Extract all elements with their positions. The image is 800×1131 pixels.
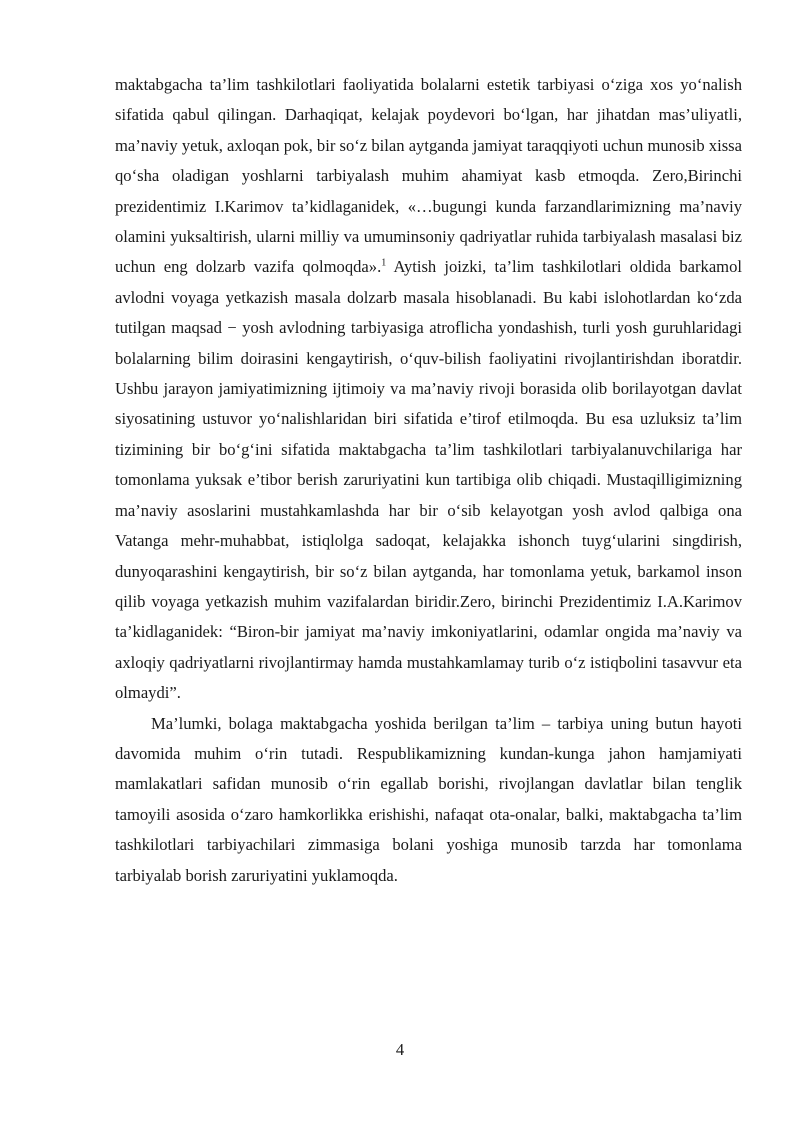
paragraph-1-text-after-footnote: Aytish joizki, ta’lim tashkilotlari oldida barkamol avlodni voyaga yetkazish masala dolzarb masala hisoblanadi. Bu kabi islohotlardan ko‘zda tutilgan maqsad − yosh avlodning tarbiyasiga atroflicha yondashish, turli yosh guruhlaridagi bolalarning bilim doirasini kengaytirish, o‘quv-bilish faoliyatini rivojlantirishdan iboratdir. Ushbu jarayon jamiyatimizning ijtimoiy va ma’naviy rivoji borasida olib borilayotgan davlat siyosatining ustuvor yo‘nalishlaridan biri sifatida e’tirof etilmoqda. Bu esa uzluksiz ta’lim tizimining bir bo‘g‘ini sifatida maktabgacha ta’lim tashkilotlari tarbiyalanuvchilariga har tomonlama yuksak e’tibor berish zaruriyatini kun tartibiga olib chiqadi. Mustaqilligimizning ma’naviy asoslarini mustahkamlashda har bir o‘sib kelayotgan yosh avlod qalbiga ona Vatanga mehr-muhabbat, istiqlolga sadoqat, kelajakka ishonch tuyg‘ularini singdirish, dunyoqarashini kengaytirish, bir so‘z bilan aytganda, har tomonlama yetuk, barkamol inson qilib voyaga yetkazish muhim vazifalardan biridir.Zero, birinchi Prezidentimiz I.A.Karimov ta’kidlaganidek: “Biron-bir jamiyat ma’naviy imkoniyatlarini, odamlar ongida ma’naviy va axloqiy qadriyatlarni rivojlantirmay hamda mustahkamlamay turib o‘z istiqbolini tasavvur eta olmaydi”. [115,257,742,703]
paragraph-2: Ma’lumki, bolaga maktabgacha yoshida berilgan ta’lim – tarbiya uning butun hayoti davomida muhim o‘rin tutadi. Respublikamizning kundan-kunga jahon hamjamiyati mamlakatlari safidan munosib o‘rin egallab borishi, rivojlangan davlatlar bilan tenglik tamoyili asosida o‘zaro hamkorlikka erishishi, nafaqat ota-onalar, balki, maktabgacha ta’lim tashkilotlari tarbiyachilari zimmasiga bolani yoshiga munosib tarzda har tomonlama tarbiyalab borish zaruriyatini yuklamoqda. [115,713,742,885]
footnote-reference[interactable]: 1 [381,257,387,269]
page-number: 4 [395,1040,405,1059]
document-page [115,70,742,891]
paragraph-1-text-before-footnote: maktabgacha ta’lim tashkilotlari faoliyatida bolalarni estetik tarbiyasi o‘ziga xos yo‘nalish sifatida qabul qilingan. Darhaqiqat, kelajak poydevori bo‘lgan, har jihatdan mas’uliyatli, ma’naviy yetuk, axloqan pok, bir so‘z bilan aytganda jamiyat taraqqiyoti uchun munosib xissa qo‘sha oladigan yoshlarni tarbiyalash muhim ahamiyat kasb etmoqda. Zero,Birinchi prezidentimiz I.Karimov ta’kidlaganidek, «…bugungi kunda farzandlarimizning ma’naviy olamini yuksaltirish, ularni milliy va umuminsoniy qadriyatlar ruhida tarbiyalash masalasi biz uchun eng dolzarb vazifa qolmoqda». [115,75,742,277]
paragraph-1 [115,70,742,709]
